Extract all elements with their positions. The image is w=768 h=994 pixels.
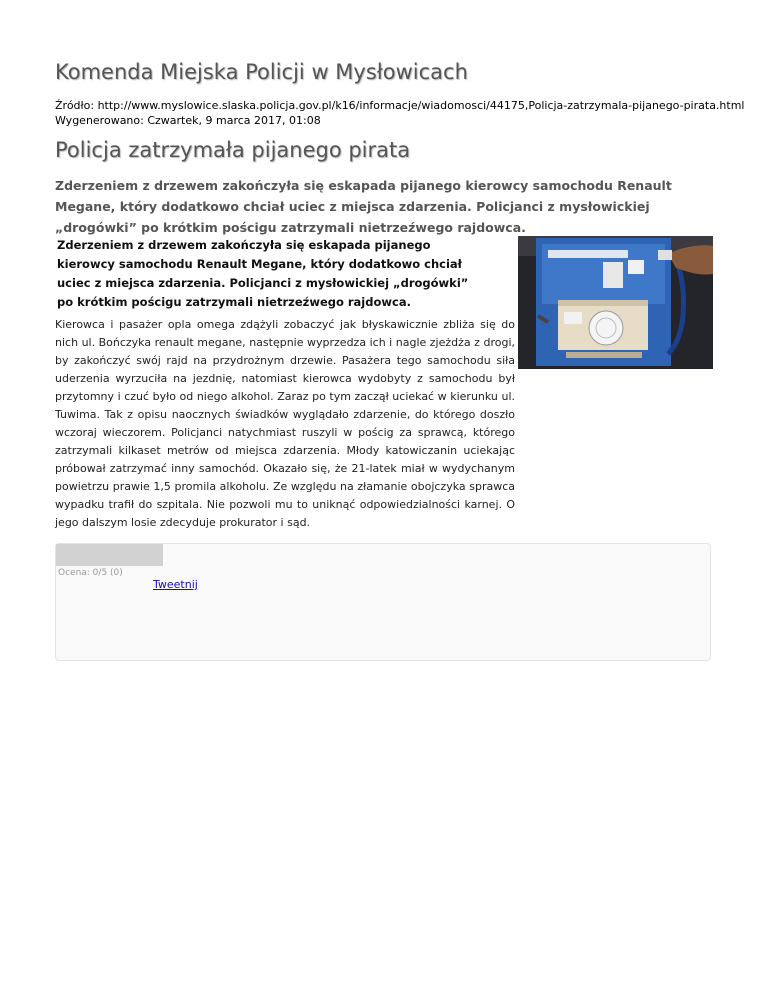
article-photo [518, 236, 713, 369]
article-lead: Zderzeniem z drzewem zakończyła się eskapada pijanego kierowcy samochodu Renault Megane, który dodatkowo chciał uciec z miejsca zdarzenia. Policjanci z mysłowickiej „drogówki” po krótkim pościgu zatrzymali nietrzeźwego rajdowca. [55, 178, 672, 235]
generated-date: Wygenerowano: Czwartek, 9 marca 2017, 01:08 [55, 114, 321, 127]
site-title: Komenda Miejska Policji w Mysłowicach [55, 60, 468, 84]
tweet-link[interactable]: Tweetnij [153, 578, 198, 591]
article-body: Kierowca i pasażer opla omega zdążyli zobaczyć jak błyskawicznie zbliża się do nich ul. Bończyka renault megane, następnie wyprzedza ich i nagle zjeżdża z drogi, by zakończyć swój rajd na przydrożnym drzewie. Pasażera tego samochodu siła uderzenia wyrzuciła na jezdnię, natomiast kierowca wydobyty z samochodu był przytomny i czuć było od niego alkohol. Zaraz po tym zaczął uciekać w kierunku ul. Tuwima. Tak z opisu naocznych świadków wyglądało zdarzenie, do którego doszło wczoraj wieczorem. Policjanci natychmiast ruszyli w pościg za sprawcą, którego zatrzymali kilkaset metrów od miejsca zdarzenia. Młody katowiczanin uciekając próbował zatrzymać inny samochód. Okazało się, że 21-latek miał w wydychanym powietrzu prawie 1,5 promila alkoholu. Ze względu na złamanie obojczyka sprawca wypadku trafił do szpitala. Nie pozwoli mu to uniknąć odpowiedzialności karnej. O jego dalszym losie zdecyduje prokurator i sąd. [55, 318, 515, 529]
rating-panel [55, 543, 711, 661]
rating-text: Ocena: 0/5 (0) [58, 568, 123, 578]
breathalyzer-photo-image [518, 236, 713, 369]
source-url: Źródło: http://www.myslowice.slaska.policja.gov.pl/k16/informacje/wiadomosci/44175,Policja-zatrzymala-pijanego-pirata.html [55, 99, 745, 112]
article-title: Policja zatrzymała pijanego pirata [55, 138, 411, 162]
rating-bar[interactable] [56, 544, 163, 566]
article-lead-repeat: Zderzeniem z drzewem zakończyła się eskapada pijanego kierowcy samochodu Renault Megane, który dodatkowo chciał uciec z miejsca zdarzenia. Policjanci z mysłowickiej „drogówki” po krótkim pościgu zatrzymali nietrzeźwego rajdowca. [57, 238, 469, 309]
source-meta [55, 98, 745, 128]
